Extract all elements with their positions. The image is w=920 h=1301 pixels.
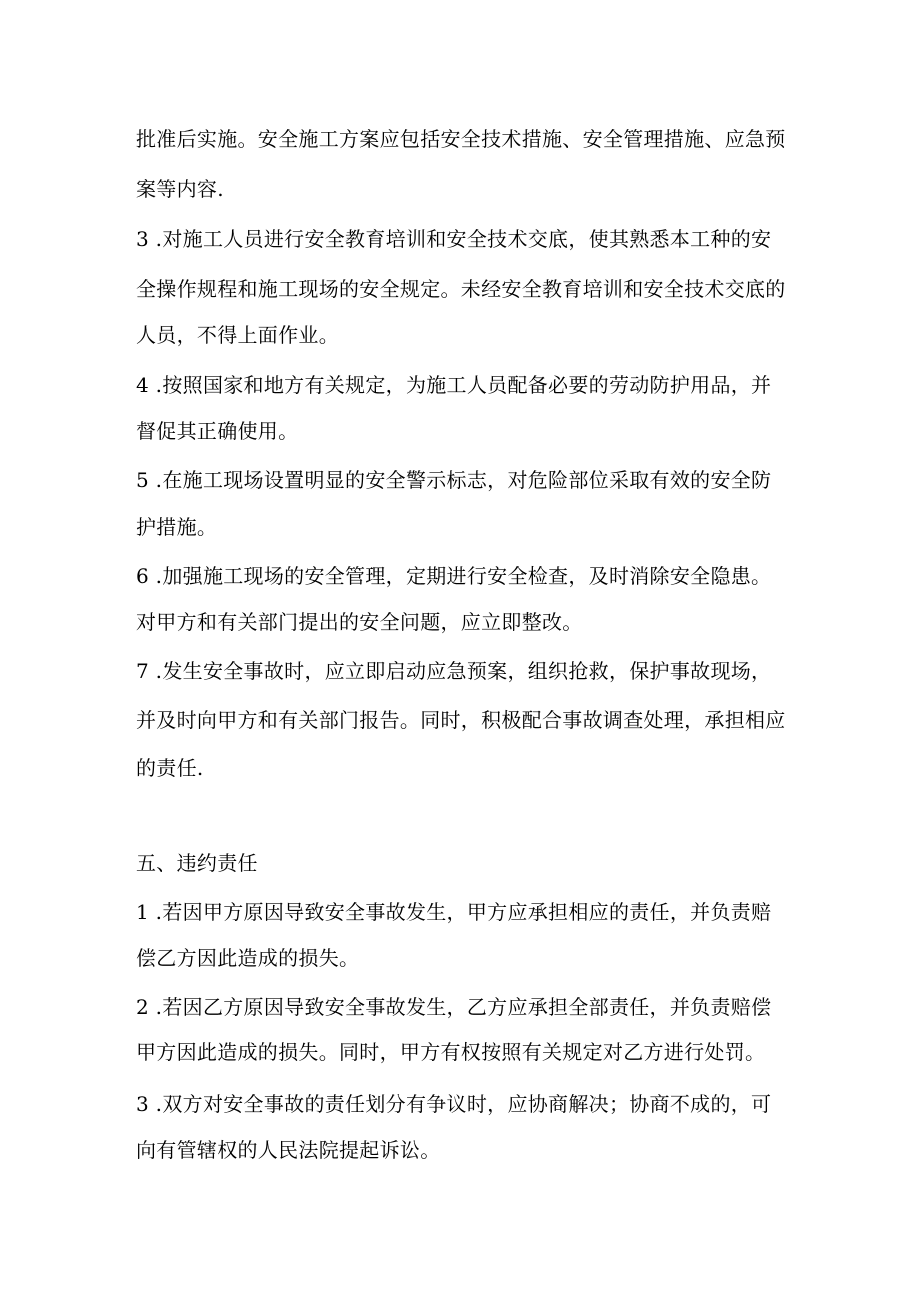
text-line: 1 .若因甲方原因导致安全事故发生，甲方应承担相应的责任，并负责赔 [136, 900, 772, 924]
text-line: 对甲方和有关部门提出的安全问题，应立即整改。 [136, 610, 583, 634]
text-line: 7 .发生安全事故时，应立即启动应急预案，组织抢救，保护事故现场， [136, 659, 772, 683]
text-line: 案等内容. [136, 177, 224, 201]
text-line: 的责任. [136, 756, 204, 780]
section-heading: 五、违约责任 [136, 851, 258, 875]
text-line: 5 .在施工现场设置明显的安全警示标志，对危险部位采取有效的安全防 [136, 468, 772, 492]
text-line: 全操作规程和施工现场的安全规定。未经安全教育培训和安全技术交底的 [136, 277, 786, 301]
text-line: 督促其正确使用。 [136, 419, 299, 443]
text-line: 4 .按照国家和地方有关规定，为施工人员配备必要的劳动防护用品，并 [136, 373, 772, 397]
text-line: 2 .若因乙方原因导致安全事故发生，乙方应承担全部责任，并负责赔偿 [136, 995, 772, 1019]
text-line: 偿乙方因此造成的损失。 [136, 946, 360, 970]
text-line: 向有管辖权的人民法院提起诉讼。 [136, 1138, 441, 1162]
text-line: 3 .双方对安全事故的责任划分有争议时，应协商解决；协商不成的，可 [136, 1092, 772, 1116]
text-line: 并及时向甲方和有关部门报告。同时，积极配合事故调查处理，承担相应 [136, 708, 786, 732]
text-line: 甲方因此造成的损失。同时，甲方有权按照有关规定对乙方进行处罚。 [136, 1040, 766, 1064]
text-line: 护措施。 [136, 515, 218, 539]
text-line: 3 .对施工人员进行安全教育培训和安全技术交底，使其熟悉本工种的安 [136, 227, 772, 251]
text-line: 人员，不得上面作业。 [136, 323, 339, 347]
text-line: 批准后实施。安全施工方案应包括安全技术措施、安全管理措施、应急预 [136, 127, 786, 151]
text-line: 6 .加强施工现场的安全管理，定期进行安全检查，及时消除安全隐患。 [136, 564, 772, 588]
